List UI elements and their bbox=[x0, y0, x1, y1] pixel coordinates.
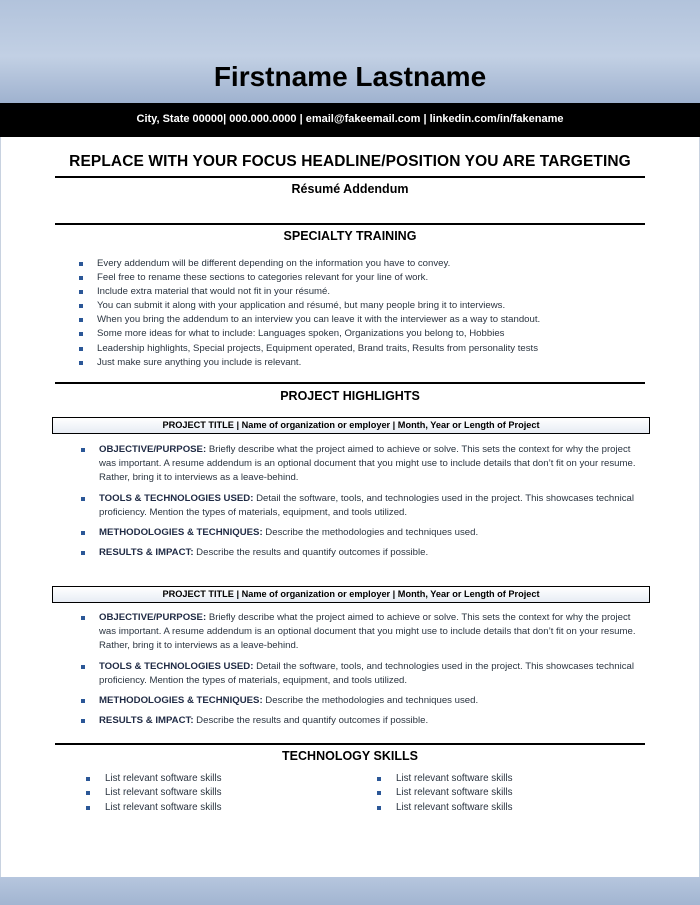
project-details-list bbox=[81, 443, 641, 566]
detail-text: Detail the software, tools, and technologies used in the project. This showcases technical proficiency. Mention the types of materials, equipment, and tools utilized. bbox=[99, 660, 634, 686]
list-item: Just make sure anything you include is relevant. bbox=[78, 356, 648, 370]
project-detail-item bbox=[81, 492, 641, 520]
detail-label: METHODOLOGIES & TECHNIQUES: bbox=[99, 695, 263, 707]
skills-list-left bbox=[85, 772, 335, 815]
detail-label: TOOLS & TECHNOLOGIES USED: bbox=[99, 492, 254, 504]
detail-label: RESULTS & IMPACT: bbox=[99, 547, 194, 559]
list-item: Some more ideas for what to include: Languages spoken, Organizations you belong to, Hobbies bbox=[78, 327, 648, 341]
detail-label: TOOLS & TECHNOLOGIES USED: bbox=[99, 660, 254, 672]
detail-text: Detail the software, tools, and technologies used in the project. This showcases technical proficiency. Mention the types of materials, equipment, and tools utilized. bbox=[99, 492, 634, 518]
section-title-specialty: SPECIALTY TRAINING bbox=[283, 229, 417, 243]
list-item: When you bring the addendum to an interview you can leave it with the interviewer as a way to standout. bbox=[78, 313, 648, 327]
section-title-skills: TECHNOLOGY SKILLS bbox=[282, 749, 418, 763]
list-item: You can submit it along with your application and résumé, but many people bring it to interviews. bbox=[78, 299, 648, 313]
project-details-list bbox=[81, 611, 641, 734]
detail-text: Briefly describe what the project aimed to achieve or solve. This sets the context for why the project was important. A resume addendum is an optional document that you might use to include details that don’t fit on your resume. Rather, bring it to interviews as a leave-behind. bbox=[99, 444, 636, 484]
project-detail-item bbox=[81, 611, 641, 654]
list-item: Feel free to rename these sections to categories relevant for your line of work. bbox=[78, 271, 648, 285]
project-title-box: PROJECT TITLE | Name of organization or employer | Month, Year or Length of Project bbox=[52, 586, 650, 603]
project-title-box: PROJECT TITLE | Name of organization or employer | Month, Year or Length of Project bbox=[52, 417, 650, 434]
skill-item: List relevant software skills bbox=[85, 786, 335, 800]
detail-text: Briefly describe what the project aimed to achieve or solve. This sets the context for why the project was important. A resume addendum is an optional document that you might use to include details that don’t fit on your resume. Rather, bring it to interviews as a leave-behind. bbox=[99, 612, 636, 652]
detail-label: OBJECTIVE/PURPOSE: bbox=[99, 612, 207, 623]
project-detail-item bbox=[81, 526, 641, 540]
divider bbox=[55, 382, 645, 384]
project-detail-item bbox=[81, 443, 641, 486]
divider bbox=[55, 743, 645, 745]
detail-text: Describe the results and quantify outcomes if possible. bbox=[193, 547, 429, 559]
project-detail-item bbox=[81, 694, 641, 708]
skill-item: List relevant software skills bbox=[85, 801, 335, 815]
footer-band bbox=[0, 877, 700, 905]
project-detail-item bbox=[81, 660, 641, 688]
detail-label: OBJECTIVE/PURPOSE: bbox=[99, 444, 207, 455]
list-item: Leadership highlights, Special projects, Equipment operated, Brand traits, Results from personality tests bbox=[78, 342, 648, 356]
skill-item: List relevant software skills bbox=[376, 801, 626, 815]
resume-name: Firstname Lastname bbox=[213, 61, 487, 92]
skill-item: List relevant software skills bbox=[376, 786, 626, 800]
list-item: Every addendum will be different depending on the information you have to convey. bbox=[78, 257, 648, 271]
contact-bar: City, State 00000| 000.000.0000 | email@fakeemail.com | linkedin.com/in/fakename bbox=[0, 103, 700, 137]
document-subtitle: Résumé Addendum bbox=[291, 182, 409, 196]
detail-text: Describe the methodologies and techniques used. bbox=[262, 695, 479, 707]
detail-text: Describe the methodologies and techniques used. bbox=[262, 527, 479, 539]
list-item: Include extra material that would not fit in your résumé. bbox=[78, 285, 648, 299]
divider bbox=[55, 176, 645, 178]
project-detail-item bbox=[81, 714, 641, 728]
detail-text: Describe the results and quantify outcomes if possible. bbox=[193, 715, 429, 727]
divider bbox=[55, 223, 645, 225]
specialty-list bbox=[78, 257, 648, 370]
focus-headline: REPLACE WITH YOUR FOCUS HEADLINE/POSITION YOU ARE TARGETING bbox=[69, 153, 631, 170]
page-border-left bbox=[0, 137, 1, 877]
project-detail-item bbox=[81, 546, 641, 560]
skill-item: List relevant software skills bbox=[85, 772, 335, 786]
section-title-projects: PROJECT HIGHLIGHTS bbox=[280, 389, 420, 403]
detail-label: METHODOLOGIES & TECHNIQUES: bbox=[99, 527, 263, 539]
detail-label: RESULTS & IMPACT: bbox=[99, 715, 194, 727]
skills-list-right bbox=[376, 772, 626, 815]
skill-item: List relevant software skills bbox=[376, 772, 626, 786]
